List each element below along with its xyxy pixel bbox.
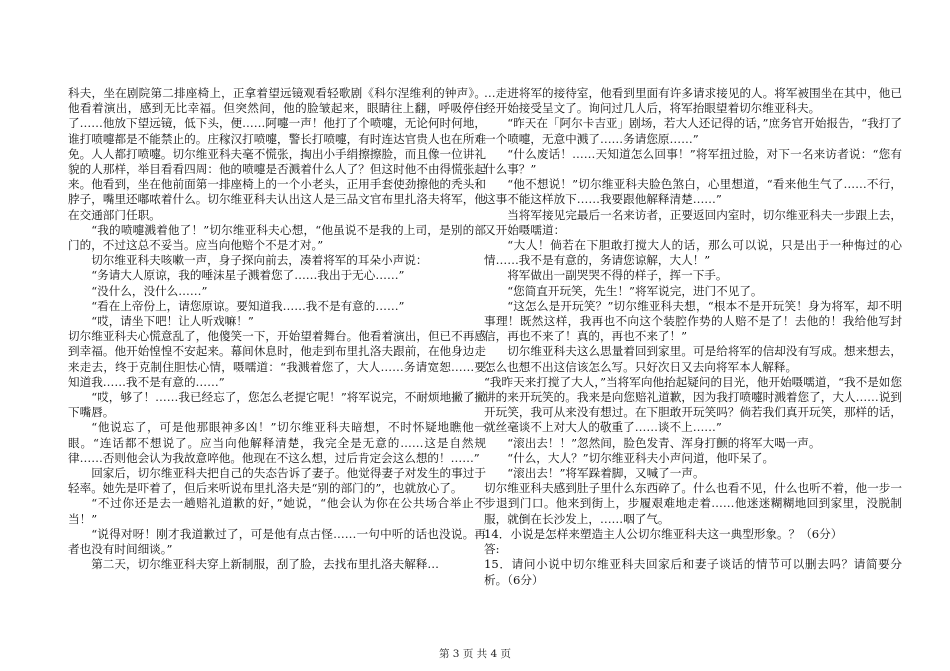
paragraph: “不过你还是去一趟赔礼道歉的好，”她说，“他会认为你在公共场合举止不当！” <box>68 496 486 526</box>
paragraph: 切尔维亚科夫感到肚子里什么东西碎了。什么也看不见，什么也听不着，他一步一步退到门口。他来到街上，步履艰难地走着……他迷迷糊糊地回到家里，没脱制服，就倒在长沙发上，……咽了气。 <box>484 481 902 526</box>
paragraph: “这怎么是开玩笑？”切尔维亚科夫想，“根本不是开玩笑！身为将军，却不明事理！既然这样，我再也不向这个装腔作势的人赔不是了！去他的！我给他写封信，再也不来了！真的，再也不来了！” <box>484 298 902 344</box>
paragraph: 当将军接见完最后一名来访者，正要返回内室时，切尔维亚科夫一步跟上去，又开始嗫嚅道： <box>484 207 902 237</box>
paragraph: “我的喷嚏溅着他了！”切尔维亚科夫心想，“他虽说不是我的上司，是别的部门的，不过这总不妥当。应当向他赔个不是才对。” <box>68 222 486 253</box>
paragraph: “没什么，没什么……” <box>91 283 208 298</box>
page-footer: 第 3 页 共 4 页 <box>438 648 512 660</box>
left-column <box>68 86 486 573</box>
paragraph: 将军做出一副哭哭不得的样子，挥一下手。 <box>507 268 728 283</box>
paragraph: 15．请问小说中切尔维亚科夫回家后和妻子谈话的情节可以删去吗？请简要分析。（6分） <box>484 557 902 587</box>
paragraph: “哎，请坐下吧！让人听戏嘛！” <box>91 314 254 329</box>
paragraph: “滚出去！”将军跺着脚，又喊了一声。 <box>507 466 705 481</box>
paragraph: “什么，大人？”切尔维亚科夫小声问道，他吓呆了。 <box>507 450 775 465</box>
paragraph: …走进将军的接待室，他看到里面有许多请求接见的人。将军被围坐在其中，他已经开始接受呈文了。询问过几人后，将军抬眼望着切尔维亚科夫。 <box>484 86 902 116</box>
paragraph: “他不想说！”切尔维亚科夫脸色煞白，心里想道，“看来他生气了……不行，这事不能这样放下……我要跟他解释清楚……” <box>484 177 902 207</box>
paragraph: 切尔维亚科夫心慌意乱了，他傻笑一下，开始望着舞台。他看着演出，但已不再感到幸福。他开始惶惶不安起来。幕间休息时，他走到布里扎洛夫跟前，在他身边走来走去，终于克制住胆怯心情，嗫嚅道：“我溅着您了，大人……务请宽恕……要知道我……我不是有意的……” <box>68 329 486 389</box>
paragraph: “您简直开玩笑，先生！”将军说完，进门不见了。 <box>507 283 763 298</box>
paragraph: 切尔维亚科夫这么思量着回到家里。可是给将军的信却没有写成。想来想去，怎么也想不出这信该怎么写。只好次日又去向将军本人解释。 <box>484 344 902 374</box>
paragraph: “哎，够了！……我已经忘了，您怎么老提它呢！”将军说完，不耐烦地撇了撇下嘴唇。 <box>68 390 486 420</box>
paragraph: “什么废话！……天知道怎么回事！”将军扭过脸，对下一名来访者说：“您有什么事？” <box>484 146 902 177</box>
paragraph: “说得对呀！刚才我道歉过了，可是他有点古怪……一句中听的话也没说。再者也没有时间细谈。” <box>68 526 486 557</box>
right-column <box>484 86 902 588</box>
paragraph: 答: <box>484 542 500 557</box>
paragraph: “务请大人原谅，我的唾沫星子溅着您了……我出于无心……” <box>91 268 405 283</box>
paragraph: “看在上帝份上，请您原谅。要知道我……我不是有意的……” <box>91 298 405 313</box>
paragraph: “滚出去！！”忽然间，脸色发青、浑身打颤的将军大喝一声。 <box>507 435 821 450</box>
paragraph: “他说忘了，可是他那眼神多凶！”切尔维亚科夫暗想，不时怀疑地瞧他一眼。“连话都不想说了。应当向他解释清楚，我完全是无意的……这是自然规律……否则他会认为我故意啐他。他现在不这么想，过后肯定会这么想的！……” <box>68 420 486 465</box>
paragraph: 14．小说是怎样来塑造主人公切尔维亚科夫这一典型形象。？（6分） <box>484 526 843 541</box>
paragraph: 第二天，切尔维亚科夫穿上新制服，刮了脸，去找布里扎洛夫解释… <box>91 557 440 572</box>
paragraph: “昨天在「阿尔卡吉亚」剧场，若大人还记得的话，”庶务官开始报告，“我打了一个喷嚏，无意中溅了……务请您原……” <box>484 116 902 146</box>
paragraph: 切尔维亚科夫咳嗽一声，身子探向前去，凑着将军的耳朵小声说： <box>91 253 428 268</box>
paragraph: 科夫，坐在剧院第二排座椅上，正拿着望远镜观看轻歌剧《科尔涅维利的钟声》。他看着演出，感到无比幸福。但突然间，他的脸皱起来，眼睛往上翻，呼吸停住了……他放下望远镜，低下头，便……阿嚏一声！他打了个喷嚏，无论何时何地，谁打喷嚏都是不能禁止的。庄稼汉打喷嚏，警长打喷嚏，有时连达官贵人也在所难免。人人都打喷嚏。切尔维亚科夫毫不慌张，掏出小手绢擦擦脸，而且像一位讲礼貌的人那样，举目看看四周：他的喷嚏是否溅着什么人了？但这时他不由得慌张起来。他看到，坐在他前面第一排座椅上的一个小老头，正用手套使劲擦他的秃头和脖子，嘴里还嘟哝着什么。切尔维亚科夫认出这人是三品文官布里扎洛夫将军，他在交通部门任职。 <box>68 86 486 222</box>
paragraph: “大人！倘若在下胆敢打搅大人的话，那么可以说，只是出于一种悔过的心情……我不是有意的，务请您谅解，大人！” <box>484 238 902 268</box>
paragraph: 回家后，切尔维亚科夫把自己的失态告诉了妻子。他觉得妻子对发生的事过于轻率。她先是吓着了，但后来听说布里扎洛夫是“别的部门的”，也就放心了。 <box>68 466 486 496</box>
paragraph: “我昨天来打搅了大人，”当将军向他抬起疑问的目光，他开始嗫嚅道，“我不是如您讲的来开玩笑的。我来是向您赔礼道歉，因为我打喷嚏时溅着您了，大人……说到开玩笑，我可从来没有想过。在下胆敢开玩笑吗？倘若我们真开玩笑，那样的话，就丝毫谈不上对大人的敬重了……谈不上……” <box>484 374 902 435</box>
